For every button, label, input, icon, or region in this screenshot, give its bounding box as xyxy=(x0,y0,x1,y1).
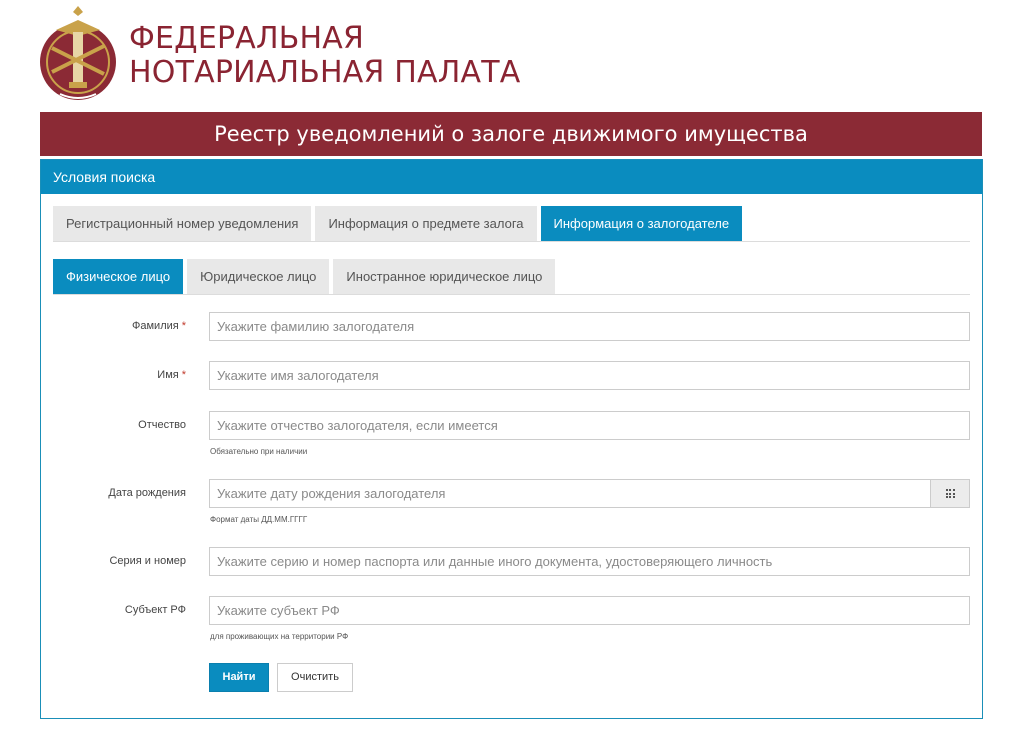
name-input[interactable] xyxy=(209,361,970,390)
surname-input[interactable] xyxy=(209,312,970,341)
birthdate-input[interactable] xyxy=(209,479,931,508)
region-label: Субъект РФ xyxy=(124,604,186,616)
patronymic-hint: Обязательно при наличии xyxy=(210,447,308,456)
secondary-tabs xyxy=(53,259,970,295)
tab-individual[interactable]: Физическое лицо xyxy=(53,259,183,294)
required-mark: * xyxy=(181,320,186,332)
notary-emblem-icon xyxy=(38,2,118,104)
org-name-line1: ФЕДЕРАЛЬНАЯ xyxy=(129,21,365,56)
tab-registration-number[interactable]: Регистрационный номер уведомления xyxy=(53,206,311,241)
search-panel-title: Условия поиска xyxy=(41,160,982,194)
clear-button[interactable]: Очистить xyxy=(277,663,353,692)
org-name-line2: НОТАРИАЛЬНАЯ ПАЛАТА xyxy=(129,55,521,90)
birthdate-hint: Формат даты ДД.ММ.ГГГГ xyxy=(210,515,308,524)
name-label: Имя * xyxy=(157,369,186,381)
registry-banner: Реестр уведомлений о залоге движимого имущества xyxy=(40,112,982,156)
birthdate-label: Дата рождения xyxy=(108,487,186,499)
tab-foreign-legal-entity[interactable]: Иностранное юридическое лицо xyxy=(333,259,555,294)
required-mark: * xyxy=(181,369,186,381)
primary-tabs xyxy=(53,206,970,242)
tab-pledgor-info[interactable]: Информация о залогодателе xyxy=(541,206,743,241)
site-header xyxy=(38,0,982,108)
search-panel xyxy=(40,159,983,719)
patronymic-label: Отчество xyxy=(138,419,186,431)
surname-label: Фамилия * xyxy=(132,320,186,332)
region-hint: для проживающих на территории РФ xyxy=(210,632,349,641)
tab-collateral-info[interactable]: Информация о предмете залога xyxy=(315,206,536,241)
patronymic-input[interactable] xyxy=(209,411,970,440)
org-name xyxy=(129,22,521,90)
region-input[interactable] xyxy=(209,596,970,625)
tab-legal-entity[interactable]: Юридическое лицо xyxy=(187,259,329,294)
calendar-button[interactable] xyxy=(931,479,970,508)
document-label: Серия и номер xyxy=(109,555,186,567)
search-button[interactable]: Найти xyxy=(209,663,269,692)
document-input[interactable] xyxy=(209,547,970,576)
calendar-grid-icon xyxy=(946,489,955,498)
